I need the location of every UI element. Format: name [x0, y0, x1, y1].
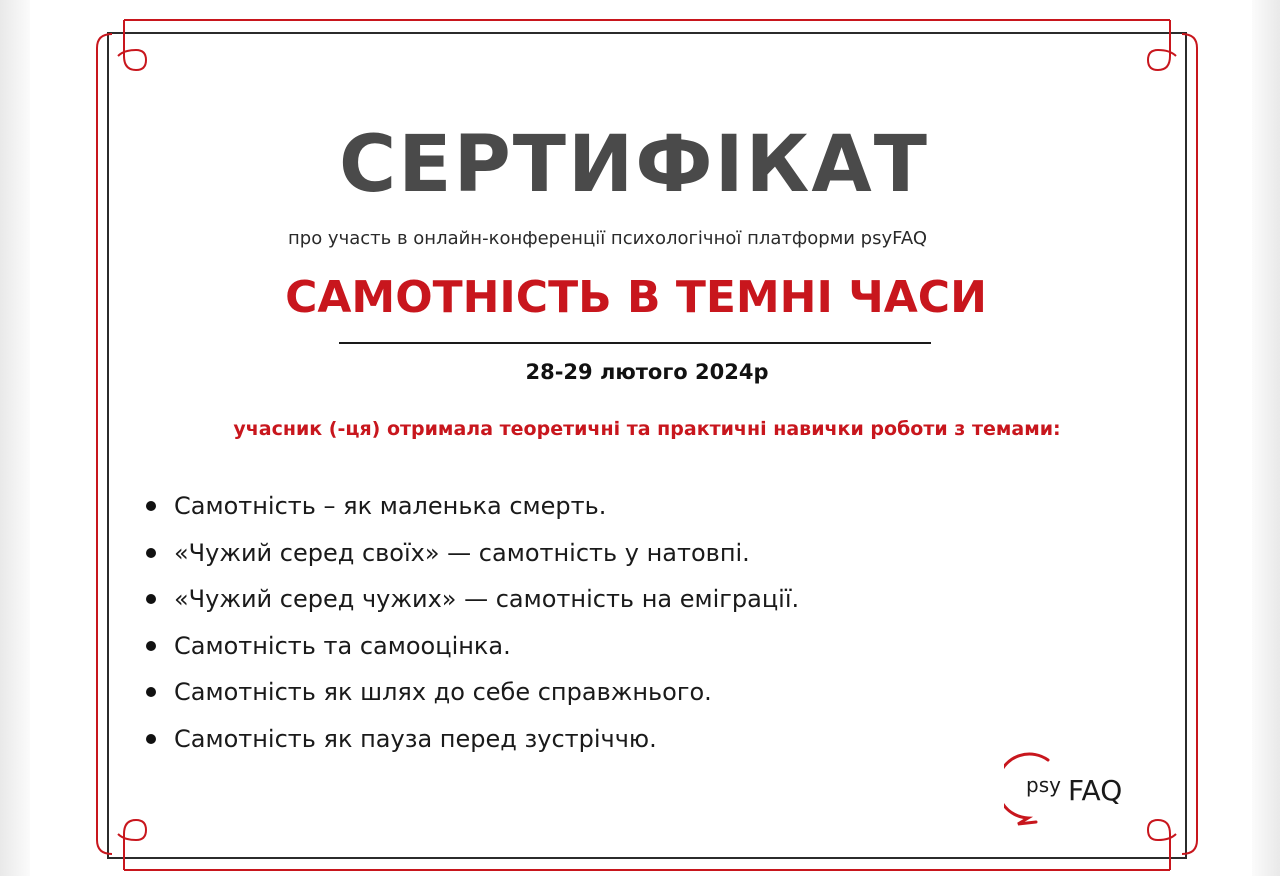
- certificate-title: СЕРТИФІКАТ: [339, 120, 929, 210]
- logo-faq-text: FAQ: [1068, 774, 1123, 807]
- conference-dates: 28-29 лютого 2024р: [525, 360, 769, 384]
- topic-text: «Чужий серед своїх» — самотність у натовпі.: [174, 538, 750, 567]
- bullet-icon: [146, 687, 156, 697]
- topic-text: Самотність – як маленька смерть.: [174, 492, 607, 520]
- psyfaq-logo: [1004, 752, 1144, 828]
- conference-title: САМОТНІСТЬ В ТЕМНІ ЧАСИ: [285, 272, 987, 323]
- corner-flourish-bottom-left: [97, 820, 146, 870]
- bullet-icon: [146, 594, 156, 604]
- corner-flourish-top-left: [97, 20, 146, 70]
- topic-text: Самотність як шлях до себе справжнього.: [174, 678, 712, 706]
- bullet-icon: [146, 501, 156, 511]
- bullet-icon: [146, 641, 156, 651]
- topic-text: Самотність як пауза перед зустріччю.: [174, 724, 657, 753]
- certificate-subtitle: про участь в онлайн-конференції психологічної платформи psyFAQ: [288, 228, 928, 249]
- corner-flourish-top-right: [1148, 20, 1197, 70]
- title-divider: [339, 342, 931, 344]
- topic-text: Самотність та самооцінка.: [174, 631, 511, 660]
- topics-intro: учасник (-ця) отримала теоретичні та практичні навички роботи з темами:: [233, 418, 1061, 440]
- topic-text: «Чужий серед чужих» — самотність на еміграції.: [174, 585, 800, 613]
- logo-psy-text: psy: [1026, 773, 1061, 797]
- corner-flourish-bottom-right: [1148, 820, 1197, 870]
- bullet-icon: [146, 734, 156, 744]
- bullet-icon: [146, 548, 156, 558]
